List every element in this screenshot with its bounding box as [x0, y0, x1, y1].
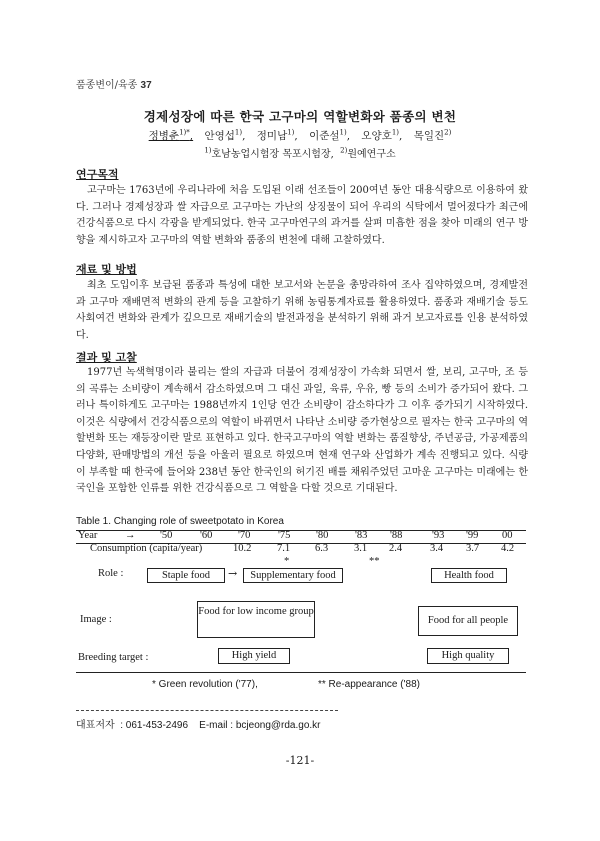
table-consumption-value: 10.2 [233, 543, 252, 554]
author-sup: 1)* [179, 128, 190, 137]
table-year: '70 [238, 530, 251, 541]
role-box-health: Health food [431, 568, 507, 583]
table-consumption-value: 4.2 [501, 543, 515, 554]
table-year: 00 [502, 530, 513, 541]
table-year-arrow: → [125, 530, 136, 541]
role-box-supplementary: Supplementary food [243, 568, 343, 583]
table-consumption-value: 6.3 [315, 543, 329, 554]
table-caption: Table 1. Changing role of sweetpotato in Korea [76, 516, 284, 527]
table-year: '99 [466, 530, 479, 541]
affiliation-2: 원예연구소 [347, 149, 396, 160]
author-name: 정병춘 [148, 130, 180, 142]
author-sup: 1) [339, 128, 347, 137]
author-sup: 2) [444, 128, 452, 137]
author: 정미남$^{1)}$, [256, 128, 298, 142]
section-text-results: 1977년 녹색혁명이라 불리는 쌀의 자급과 더불어 경제성장이 가속화 되면서 쌀, 보리, 고구마, 조 등의 곡류는 소비량이 계속해서 감소하였으며 그 대신 과일, 육류, 우유, 빵 등의 소비가 증가되어 왔다. 그러나 특이하게도 고구마는 1988년까지 1인당 연간 소비량이 감소하다가 그 이후 증가되기 시작하였다. 이것은 식량에서 건강식품으로의 역할이 바뀌면서 나타난 소비량 증가현상으로 필자는 한국 고구마의 역할변화 또는 재등장이란 말로 표현하고 있다. 한국고구마의 역할 변화는 품질향상, 주년공급, 가공제품의 다양화, 판매방법의 개선 등을 아울러 필요로 하였으며 현재 연구와 산업화가 계속 진행되고 있다. 식량이 부족할 때 한국에 들어와 238년 동안 한국인의 허기진 배를 채워주었던 고마운 고구마는 미래에는 한국인을 포함한 인류를 위한 건강식품으로 그 역할을 다할 것으로 기대된다. [76, 367, 528, 495]
contact-label: 대표저자 [76, 720, 115, 731]
table-consumption-label: Consumption (capita/year) [90, 543, 203, 554]
table-year: '50 [160, 530, 173, 541]
running-head-number: 37 [140, 80, 152, 91]
affiliation-sup: 2) [340, 146, 348, 155]
section-heading-purpose: 연구목적 [76, 168, 119, 181]
affiliation-1: 호남농업시험장 목포시험장, [211, 149, 334, 160]
paper-title: 경제성장에 따른 한국 고구마의 역할변화와 품종의 변천 [143, 109, 457, 124]
green-revolution-mark: * [284, 556, 290, 567]
table-year-label: Year [78, 530, 98, 541]
contact-tel: : 061-453-2496 [120, 720, 189, 731]
table-consumption-value: 7.1 [277, 543, 291, 554]
author [414, 130, 452, 142]
author: 안영섭$^{1)}$, [204, 128, 246, 142]
table-consumption-value: 3.7 [466, 543, 480, 554]
author-name: 정미남 [256, 130, 288, 142]
footnote-separator [76, 710, 338, 711]
author: 오양호$^{1)}$, [361, 128, 403, 142]
role-arrow: → [228, 567, 238, 580]
image-box-all-people: Food for all people [418, 606, 518, 636]
table-footnote-2: ** Re-appearance ('88) [318, 679, 420, 690]
section-text-methods: 최초 도입이후 보급된 품종과 특성에 대한 보고서와 논문을 총망라하여 조사 집약하였으며, 경제발전과 고구마 재배면적 변화의 관계 등을 고찰하기 위해 농림통계자료를 활용하였다. 품종과 재배기술 등도 사회여건 변화와 관계가 깊으므로 재배기술의 발전과정을 분석하기 위해 과거 보고자료를 인용 분석하였다. [76, 280, 528, 341]
running-head-text: 품종변이/육종 [76, 80, 138, 91]
table-consumption-value: 3.4 [430, 543, 444, 554]
table-year: '83 [355, 530, 368, 541]
contact-email: bcjeong@rda.go.kr [235, 720, 321, 731]
breeding-box-high-yield: High yield [218, 648, 290, 664]
author: 이준설$^{1)}$, [309, 128, 351, 142]
author-name: 목일진 [413, 130, 445, 142]
table-footnote-1: * Green revolution ('77), [152, 679, 258, 690]
table-bottom-rule [76, 672, 526, 673]
table-year: '60 [200, 530, 213, 541]
breeding-label: Breeding target : [78, 652, 149, 663]
affiliations [0, 145, 600, 160]
table-year: '88 [390, 530, 403, 541]
author-sup: 1) [287, 128, 295, 137]
author-name: 안영섭 [204, 130, 235, 142]
author-sup: 1) [391, 128, 400, 137]
section-heading-methods: 재료 및 방법 [76, 263, 137, 276]
contact-email-label: E-mail : [199, 720, 234, 731]
role-box-staple: Staple food [147, 568, 225, 583]
table-year: '80 [316, 530, 329, 541]
table-top-rule [76, 530, 526, 531]
affiliation-sup: 1) [204, 146, 212, 155]
author-name: 이준설 [309, 130, 340, 142]
corresponding-author [76, 716, 321, 731]
running-head [76, 76, 152, 91]
author: 정병춘$^{1)*}$, [148, 128, 194, 142]
role-label: Role : [98, 568, 124, 579]
table-consumption-value: 2.4 [389, 543, 403, 554]
page-number: -121- [285, 754, 315, 767]
author-name: 오양호 [361, 130, 392, 142]
section-text-purpose: 고구마는 1763년에 우리나라에 처음 도입된 이래 선조들이 200여년 동안 대용식량으로 이용하여 왔다. 그러나 경제성장과 쌀 자급으로 고구마는 가난의 상징물이 되어 우리의 식탁에서 멀어졌다가 최근에 건강식품으로 다시 각광을 받게되었다. 한국 고구마연구의 과거를 살펴 미흡한 점을 찾아 미래의 연구 방향을 제시하고자 고구마의 역할 변화와 품종의 변천에 대해 고찰하였다. [76, 185, 528, 246]
image-label: Image : [80, 614, 112, 625]
table-year: '93 [432, 530, 445, 541]
table-year: '75 [278, 530, 291, 541]
breeding-box-high-quality: High quality [427, 648, 509, 664]
author-list [0, 128, 600, 143]
author-sup: 1) [234, 128, 243, 137]
image-box-low-income: Food for low income group [197, 601, 315, 638]
reappearance-mark: ** [369, 556, 380, 567]
section-heading-results: 결과 및 고찰 [76, 351, 137, 364]
table-consumption-value: 3.1 [354, 543, 368, 554]
